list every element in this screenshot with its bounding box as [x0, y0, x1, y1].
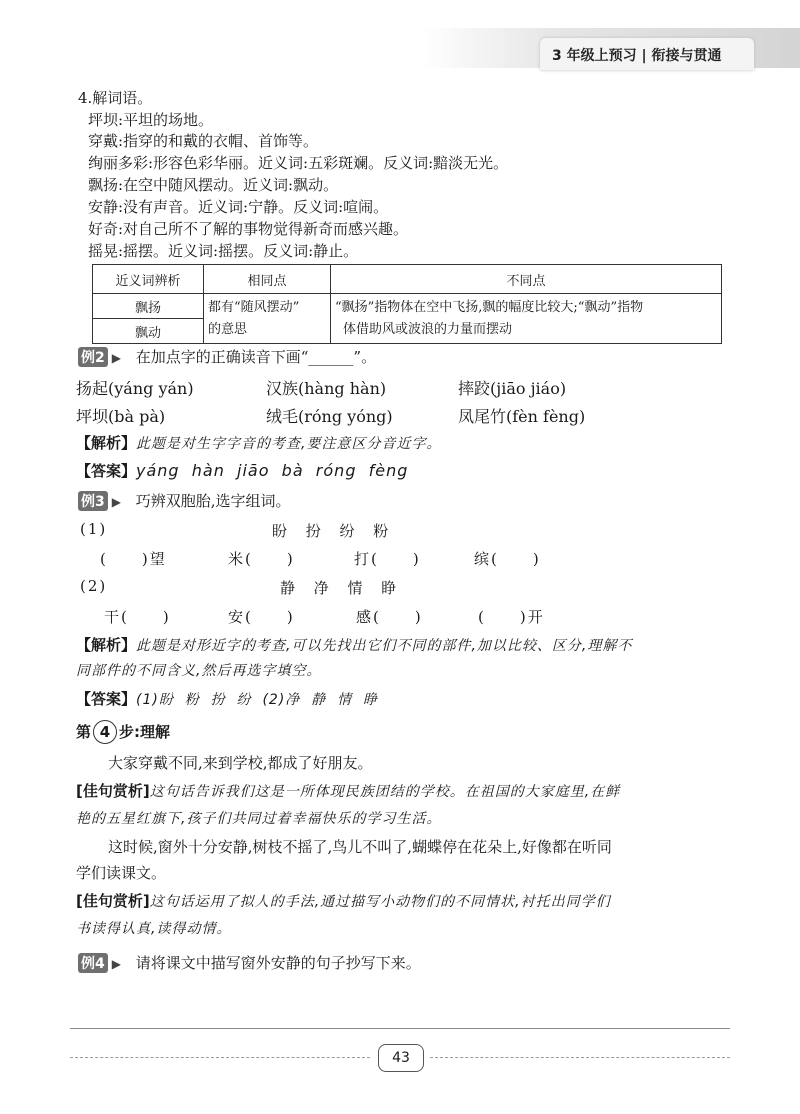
definition-line: 绚丽多彩:形容色彩华丽。近义词:五彩斑斓。反义词:黯淡无光。: [88, 154, 509, 172]
appreciation-text: 书读得认真,读得动情。: [76, 921, 232, 937]
example-label: 例3: [78, 491, 108, 511]
play-arrow-icon: ▶: [111, 495, 121, 509]
example-4-question-row: [78, 952, 421, 973]
table-header: 近义词辨析: [93, 265, 204, 294]
example-question: 在加点字的正确读音下画“______”。: [135, 348, 377, 366]
pinyin-item: 摔跤(jiāo jiáo): [458, 379, 567, 398]
appreciation-2: [76, 890, 611, 911]
part-number: (2): [80, 577, 108, 595]
play-arrow-icon: ▶: [111, 957, 121, 971]
table-diff: [331, 294, 722, 344]
synonym-table: [92, 264, 722, 344]
analysis-text: 同部件的不同含义,然后再选字填空。: [76, 663, 322, 679]
appreciation-tag: [佳句赏析]: [76, 782, 150, 800]
analysis-text: 此题是对形近字的考查,可以先找出它们不同的部件,加以比较、区分,理解不: [136, 638, 633, 654]
answer-text: yáng hàn jiāo bà róng fèng: [136, 461, 409, 480]
fill-blank: 安( ): [228, 608, 295, 626]
play-arrow-icon: ▶: [111, 351, 121, 365]
pinyin-item: 凤尾竹(fèn fèng): [458, 407, 586, 426]
fill-blank: ( )开: [478, 608, 545, 626]
text-sentence: 学们读课文。: [76, 864, 167, 882]
fill-blank: 缤( ): [474, 550, 541, 568]
definition-line: 飘扬:在空中随风摆动。近义词:飘动。: [88, 176, 339, 194]
table-same: [204, 294, 331, 344]
example-2-question-row: [78, 346, 376, 367]
definition-line: 好奇:对自己所不了解的事物觉得新奇而感兴趣。: [88, 220, 409, 238]
pinyin-item: 坪坝(bà pà): [76, 407, 166, 426]
answer-tag: 【答案】: [76, 462, 137, 480]
header-title: 3 年级上预习 | 衔接与贯通: [552, 48, 722, 64]
text-sentence: 这时候,窗外十分安静,树枝不摇了,鸟儿不叫了,蝴蝶停在花朵上,好像都在听同: [108, 838, 612, 856]
appreciation-text: 这句话告诉我们这是一所体现民族团结的学校。在祖国的大家庭里,在鲜: [149, 784, 621, 800]
footer-dashed-line: [430, 1057, 730, 1058]
candidate-chars: 盼 扮 纷 粉: [272, 522, 391, 540]
analysis-tag: 【解析】: [76, 434, 137, 452]
example-3-answer: [76, 688, 378, 709]
step-heading: [76, 720, 170, 744]
section-heading: 4.解词语。: [78, 89, 153, 107]
fill-blank: ( )望: [100, 550, 167, 568]
candidate-chars: 静 净 情 睁: [280, 579, 399, 597]
analysis-text: 此题是对生字字音的考查,要注意区分音近字。: [136, 436, 442, 452]
page-number: 43: [378, 1044, 424, 1072]
table-diff-line: “飘扬”指物体在空中飞扬,飘的幅度比较大;“飘动”指物: [335, 299, 644, 315]
example-label: 例2: [78, 347, 108, 367]
definition-line: 摇晃:摇摆。近义词:摇摆。反义词:静止。: [88, 242, 359, 260]
example-question: 巧辨双胞胎,选字组词。: [135, 492, 291, 510]
answer-text: (1)盼 粉 扮 纷 (2)净 静 情 睁: [136, 692, 378, 708]
example-2-analysis: [76, 432, 441, 453]
table-header: 不同点: [331, 265, 722, 294]
step-prefix: 第: [76, 723, 92, 741]
step-suffix: 步:理解: [119, 723, 171, 741]
definition-line: 穿戴:指穿的和戴的衣帽、首饰等。: [88, 132, 319, 150]
answer-tag: 【答案】: [76, 690, 137, 708]
footer-dashed-line: [70, 1057, 370, 1058]
fill-blank: 感( ): [356, 608, 423, 626]
fill-blank: 干( ): [104, 608, 171, 626]
fill-blank: 打( ): [354, 550, 421, 568]
example-3-analysis: [76, 634, 632, 655]
definition-line: 坪坝:平坦的场地。: [88, 111, 214, 129]
definition-line: 安静:没有声音。近义词:宁静。反义词:喧闹。: [88, 198, 389, 216]
appreciation-tag: [佳句赏析]: [76, 892, 150, 910]
table-diff-line: 体借助风或波浪的力量而摆动: [343, 321, 513, 337]
table-same-line: 的意思: [208, 321, 248, 337]
pinyin-item: 绒毛(róng yóng): [266, 407, 393, 426]
table-same-line: 都有“随风摆动”: [208, 299, 300, 315]
pinyin-item: 扬起(yáng yán): [76, 379, 194, 398]
example-2-answer: [76, 460, 408, 481]
footer-rule: [70, 1028, 730, 1029]
appreciation-1: [76, 780, 620, 801]
appreciation-text: 这句话运用了拟人的手法,通过描写小动物们的不同情状,衬托出同学们: [149, 894, 611, 910]
step-number: 4: [93, 720, 117, 744]
part-number: (1): [80, 520, 108, 538]
example-3-question-row: [78, 490, 291, 511]
appreciation-text: 艳的五星红旗下,孩子们共同过着幸福快乐的学习生活。: [76, 811, 442, 827]
example-label: 例4: [78, 953, 108, 973]
text-sentence: 大家穿戴不同,来到学校,都成了好朋友。: [108, 754, 373, 772]
analysis-tag: 【解析】: [76, 636, 137, 654]
pinyin-item: 汉族(hàng hàn): [266, 379, 387, 398]
table-word: 飘动: [93, 319, 204, 344]
table-word: 飘扬: [93, 294, 204, 319]
example-question: 请将课文中描写窗外安静的句子抄写下来。: [135, 954, 421, 972]
fill-blank: 米( ): [228, 550, 295, 568]
table-header: 相同点: [204, 265, 331, 294]
